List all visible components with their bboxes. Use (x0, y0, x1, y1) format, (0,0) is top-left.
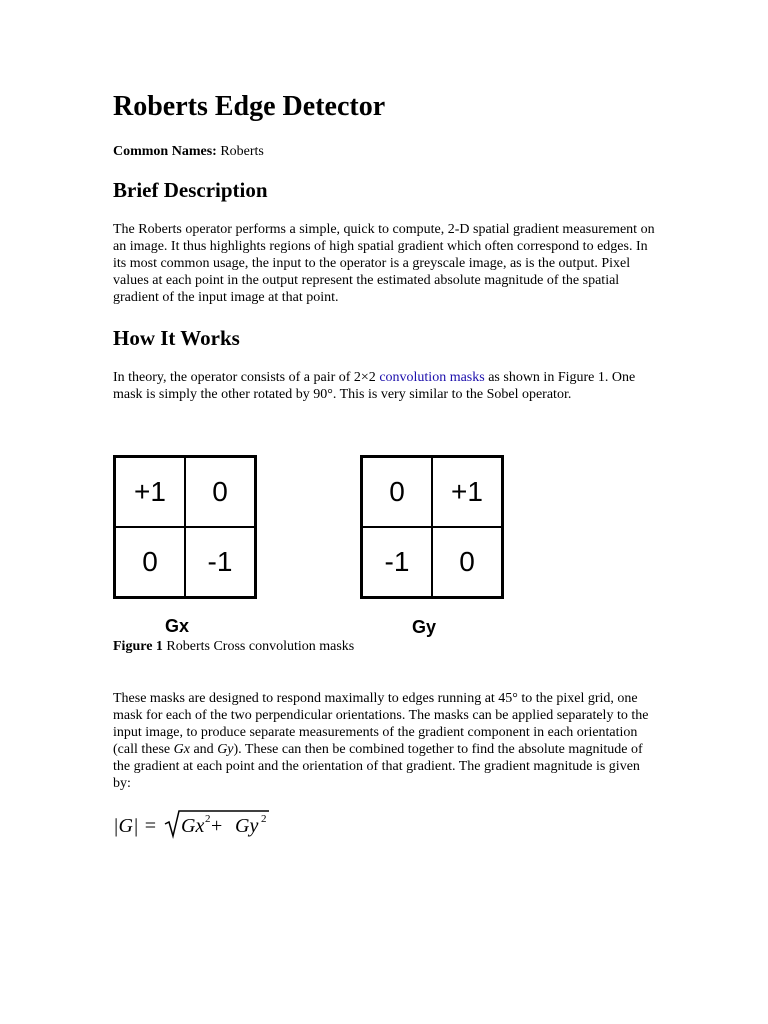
formula-lhs: |G| = (113, 815, 157, 837)
figure-caption (113, 638, 354, 655)
how-it-works-heading: How It Works (113, 326, 240, 350)
formula-plus: + (211, 815, 223, 837)
gx-cell: 0 (115, 527, 185, 597)
gx-label: Gx (165, 616, 190, 636)
common-names (113, 143, 264, 160)
gx-mask (113, 455, 257, 599)
brief-description-heading: Brief Description (113, 178, 268, 202)
gy-label: Gy (412, 617, 437, 637)
how-text-before-link: In theory, the operator consists of a pair of 2×2 (113, 370, 380, 385)
para3-part2: ). These can then be combined together to find the absolute magnitude of the gradient at each point and the orientation of that gradient. The gradient magnitude is given by: (113, 742, 643, 791)
para3-gy: Gy (217, 742, 234, 757)
gx-cell: 0 (185, 457, 255, 527)
brief-description-text: The Roberts operator performs a simple, quick to compute, 2-D spatial gradient measurement on an image. It thus highlights regions of high spatial gradient which often correspond to edges. In its most common usage, the input to the operator is a greyscale image, as is the output. Pixel values at each point in the output represent the estimated absolute magnitude of the spatial gradient of the input image at that point. (113, 222, 655, 305)
para3-part1: These masks are designed to respond maximally to edges running at 45° to the pixel grid, one mask for each of the two perpendicular orientations. The masks can be applied separately to the input image, to produce separate measurements of the gradient component in each orientation (call these (113, 691, 649, 757)
para3-and: and (189, 742, 218, 757)
masks-explanation-text (113, 690, 658, 792)
formula-exp2: 2 (261, 813, 267, 825)
gy-cell: -1 (362, 527, 432, 597)
gy-mask (360, 455, 504, 599)
formula-term2: Gy (235, 815, 259, 837)
figure-caption-text: Roberts Cross convolution masks (162, 639, 355, 654)
figure-caption-label: Figure 1 (113, 639, 163, 654)
gx-cell: +1 (115, 457, 185, 527)
how-text-after-link: as shown in Figure 1. One mask is simply the other rotated by 90°. This is very similar to the Sobel operator. (113, 370, 636, 402)
common-names-label: Common Names: (113, 144, 217, 159)
formula-exp1: 2 (205, 813, 211, 825)
common-names-value: Roberts (216, 144, 264, 159)
page-title: Roberts Edge Detector (113, 91, 386, 122)
gy-cell: 0 (432, 527, 502, 597)
gradient-magnitude-formula (113, 806, 273, 842)
gy-cell: +1 (432, 457, 502, 527)
formula-term1: Gx (181, 815, 205, 837)
gy-cell: 0 (362, 457, 432, 527)
gx-cell: -1 (185, 527, 255, 597)
para3-gx: Gx (173, 742, 190, 757)
convolution-masks-link[interactable]: convolution masks (379, 370, 485, 385)
how-it-works-text (113, 369, 658, 403)
